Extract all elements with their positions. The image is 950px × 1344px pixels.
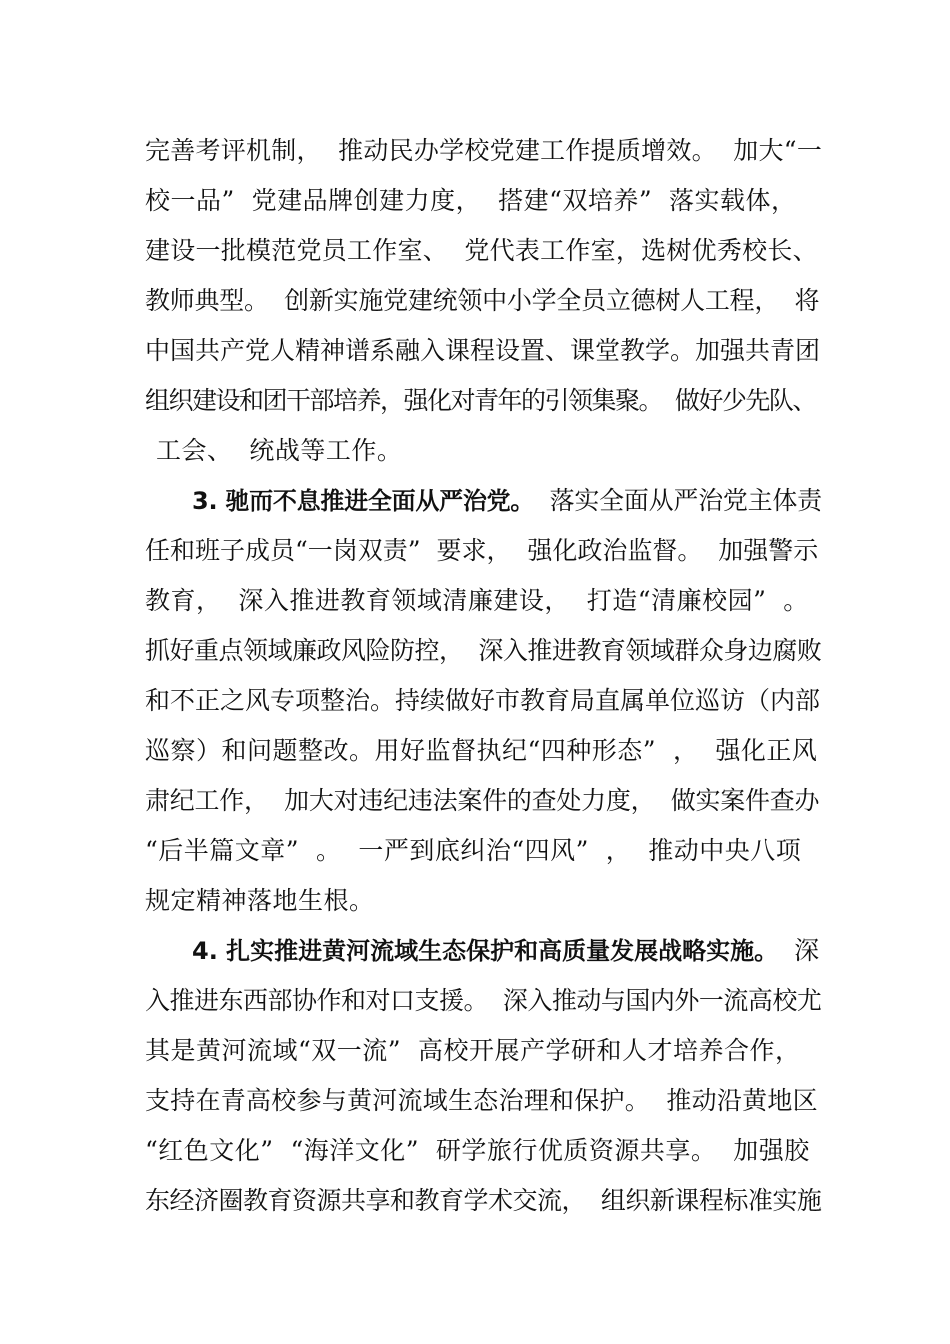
section-3-heading: 3. 驰而不息推进全面从严治党。	[192, 487, 535, 515]
section-3-first-line	[192, 486, 822, 516]
text-line: 教育， 深入推进教育领域清廉建设， 打造“清廉校园” 。	[145, 586, 809, 615]
text-line: 校一品” 党建品牌创建力度， 搭建“双培养” 落实载体，	[145, 186, 797, 215]
text-line: 建设一批模范党员工作室、 党代表工作室，选树优秀校长、	[145, 236, 818, 265]
text-line: 教师典型。 创新实施党建统领中小学全员立德树人工程， 将	[145, 286, 820, 315]
text-line: “红色文化” “海洋文化” 研学旅行优质资源共享。 加强胶	[145, 1136, 810, 1165]
text-line: 巡察）和问题整改。用好监督执纪“四种形态” ， 强化正风	[145, 736, 818, 765]
section-4-first-line	[192, 936, 819, 966]
text-line: 其是黄河流域“双一流” 高校开展产学研和人才培养合作，	[145, 1036, 801, 1065]
text-line: 任和班子成员“一岗双责” 要求， 强化政治监督。 加强警示	[145, 536, 819, 565]
section-3-first-line-text: 落实全面从严治党主体责	[534, 486, 822, 515]
text-line: 完善考评机制， 推动民办学校党建工作提质增效。 加大“一	[145, 136, 823, 165]
text-line: 和不正之风专项整治。持续做好市教育局直属单位巡访（内部	[145, 686, 821, 715]
section-4-first-line-text: 深	[778, 936, 820, 965]
section-4-heading: 4. 扎实推进黄河流域生态保护和高质量发展战略实施。	[192, 937, 779, 965]
text-line: “后半篇文章” 。 一严到底纠治“四风” ， 推动中央八项	[145, 836, 802, 865]
text-line: 入推进东西部协作和对口支援。 深入推动与国内外一流高校尤	[145, 986, 822, 1015]
text-line: 工会、 统战等工作。	[156, 436, 403, 465]
text-line: 东经济圈教育资源共享和教育学术交流， 组织新课程标准实施	[145, 1186, 822, 1215]
text-line: 规定精神落地生根。	[145, 886, 375, 915]
text-line: 肃纪工作， 加大对违纪违法案件的查处力度， 做实案件查办	[145, 786, 820, 815]
text-line: 组织建设和团干部培养，强化对青年的引领集聚。 做好少先队、	[145, 386, 816, 415]
text-line: 中国共产党人精神谱系融入课程设置、课堂教学。加强共青团	[145, 336, 821, 365]
text-line: 支持在青高校参与黄河流域生态治理和保护。 推动沿黄地区	[145, 1086, 818, 1115]
text-line: 抓好重点领域廉政风险防控， 深入推进教育领域群众身边腐败	[145, 636, 822, 665]
